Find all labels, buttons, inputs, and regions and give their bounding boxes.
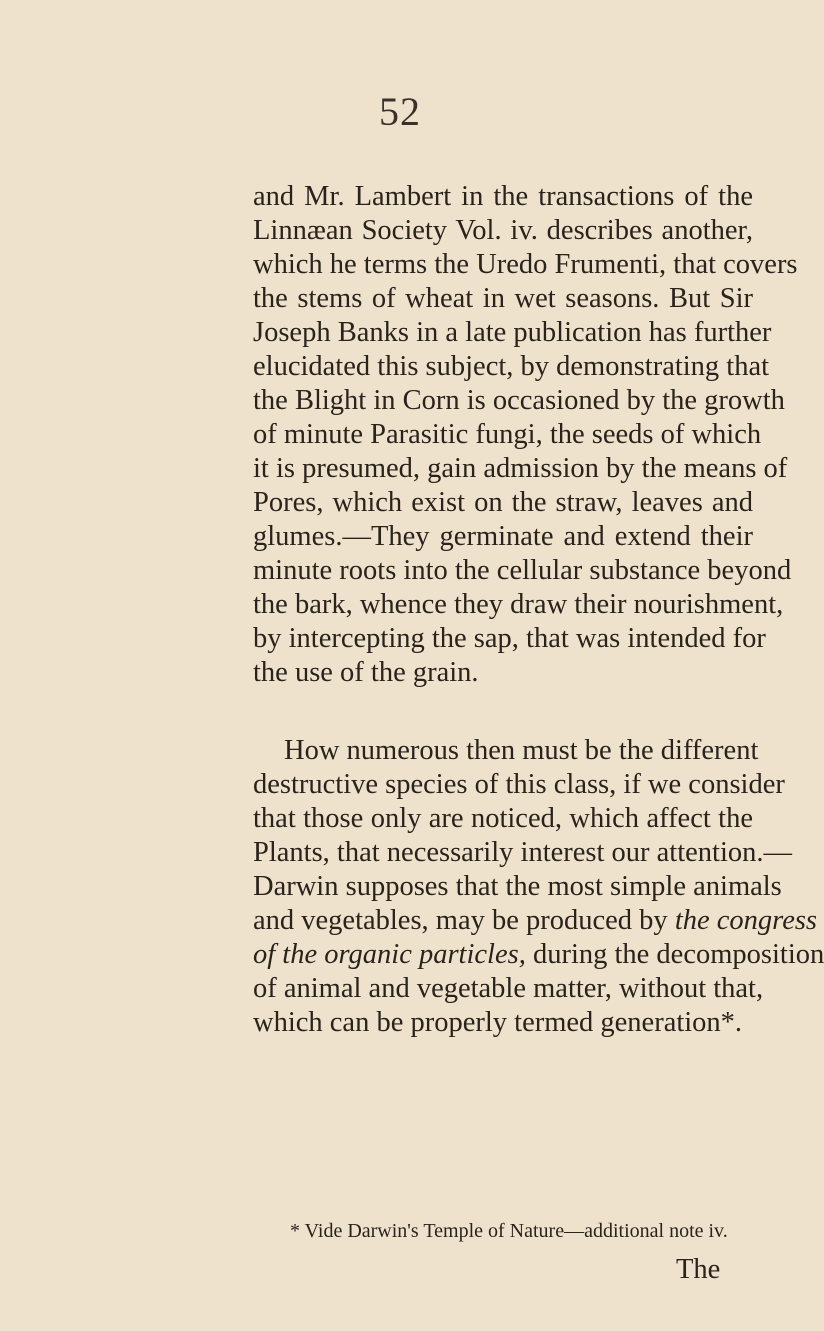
italic-text: the congress [674, 905, 818, 936]
text-line: the stems of wheat in wet seasons. But Sir [253, 283, 753, 314]
catchword: The [676, 1254, 721, 1285]
text-line-mixed [253, 938, 824, 972]
text-line: destructive species of this class, if we consider [253, 769, 785, 800]
text-line: Darwin supposes that the most simple animals [253, 871, 782, 902]
page-number: 52 [379, 89, 421, 134]
text-line: How numerous then must be the different [284, 735, 759, 766]
text-line: Linnæan Society Vol. iv. describes another, [253, 215, 753, 246]
text-line: minute roots into the cellular substance beyond [253, 555, 792, 586]
text-run: and vegetables, may be produced by [253, 905, 668, 936]
italic-text: of the organic particles, [253, 939, 526, 970]
text-line: it is presumed, gain admission by the means of [253, 453, 788, 484]
text-line: by intercepting the sap, that was intended for [253, 623, 766, 654]
text-line: which can be properly termed generation*. [253, 1007, 743, 1038]
text-line: elucidated this subject, by demonstrating that [253, 351, 770, 382]
text-line: Joseph Banks in a late publication has further [253, 317, 772, 348]
text-line: of animal and vegetable matter, without that, [253, 973, 764, 1004]
text-line: glumes.—They germinate and extend their [253, 521, 753, 552]
footnote: * Vide Darwin's Temple of Nature—additional note iv. [290, 1220, 728, 1242]
text-line: and Mr. Lambert in the transactions of the [253, 181, 753, 212]
text-run: during the decomposition [525, 939, 824, 970]
text-line: Pores, which exist on the straw, leaves and [253, 487, 753, 518]
text-line-mixed [253, 904, 818, 938]
text-line: the use of the grain. [253, 657, 479, 688]
text-line: of minute Parasitic fungi, the seeds of which [253, 419, 762, 450]
text-line: Plants, that necessarily interest our attention.— [253, 837, 792, 868]
text-line: which he terms the Uredo Frumenti, that covers [253, 249, 798, 280]
text-line: that those only are noticed, which affect the [253, 803, 753, 834]
text-line: the bark, whence they draw their nourishment, [253, 589, 784, 620]
text-line: the Blight in Corn is occasioned by the growth [253, 385, 785, 416]
